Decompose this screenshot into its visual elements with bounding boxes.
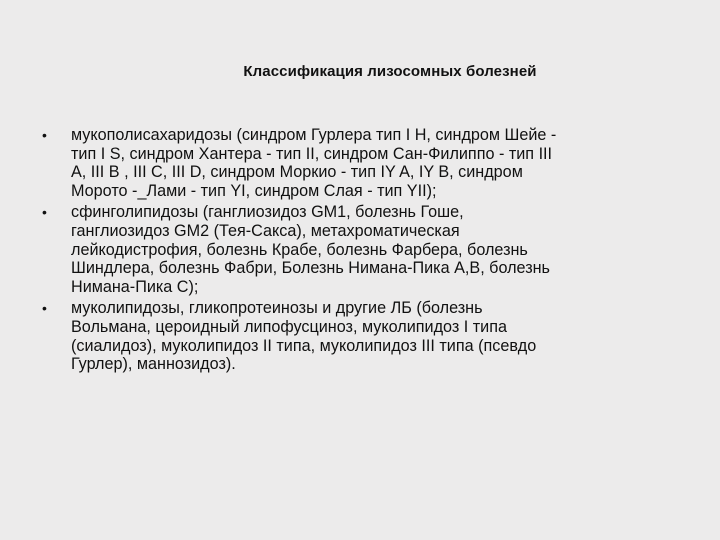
bullet-line: (сиалидоз), муколипидоз II типа, муколипидоз III типа (псевдо: [71, 336, 537, 355]
bullet-line: ганглиозидоз GM2 (Тея-Сакса), метахроматическая: [71, 221, 460, 240]
bullet-line: Шиндлера, болезнь Фабри, Болезнь Нимана-Пика А,В, болезнь: [71, 259, 550, 278]
bullet-icon: •: [42, 204, 47, 221]
bullet-line: A, III B , III C, III D, синдром Моркио - тип IY A, IY B, синдром: [71, 163, 523, 182]
bullet-line: Вольмана, цероидный липофусциноз, муколипидоз I типа: [71, 317, 507, 336]
bullet-icon: •: [42, 127, 47, 143]
bullet-line: муколипидозы, гликопротеинозы и другие ЛБ (болезнь: [71, 299, 483, 318]
bullet-list: [42, 126, 682, 377]
bullet-item-mucolipidoses: [42, 299, 682, 373]
bullet-line: мукополисахаридозы (синдром Гурлера тип I H, синдром Шейе -: [71, 126, 557, 144]
bullet-item-mucopolysaccharidoses: [42, 126, 682, 200]
bullet-line: сфинголипидозы (ганглиозидоз GM1, болезнь Гоше,: [71, 203, 464, 222]
bullet-item-sphingolipidoses: [42, 203, 682, 296]
bullet-line: лейкодистрофия, болезнь Крабе, болезнь Фарбера, болезнь: [71, 240, 528, 259]
bullet-line: Гурлер), маннозидоз).: [71, 355, 236, 374]
bullet-line: Нимана-Пика С);: [71, 277, 199, 296]
bullet-line: тип I S, синдром Хантера - тип II, синдром Сан-Филиппо - тип III: [71, 144, 553, 163]
slide-title: Классификация лизосомных болезней: [243, 63, 537, 80]
bullet-line: Морото -_Лами - тип YI, синдром Слая - тип YII);: [71, 181, 437, 200]
bullet-icon: •: [42, 300, 47, 317]
